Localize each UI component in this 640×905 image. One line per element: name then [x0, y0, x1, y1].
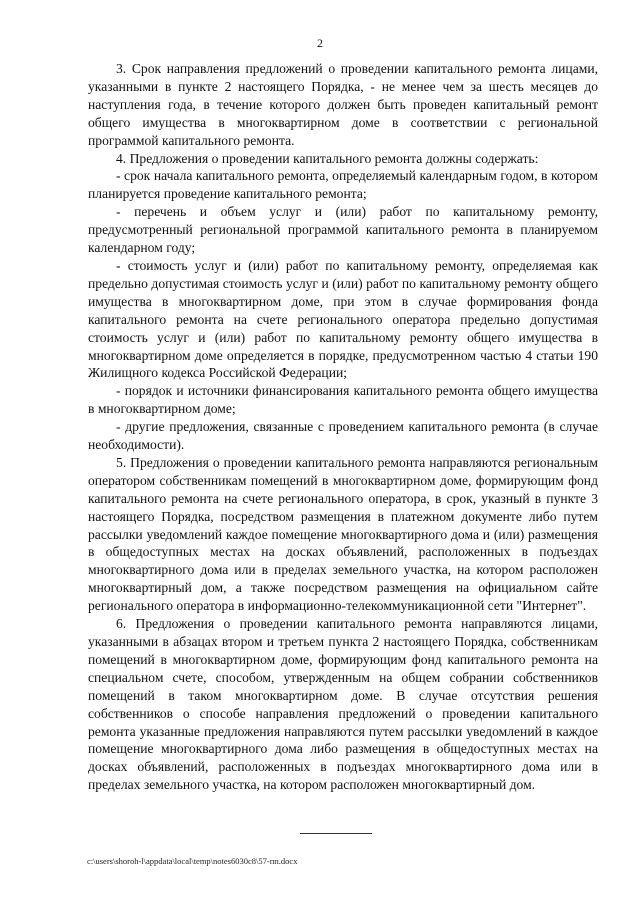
page-number: 2 [317, 36, 323, 50]
paragraph-4-item-scope: - перечень и объем услуг и (или) работ по капитальному ремонту, предусмотренный региональной программой капитального ремонта в планируемом календарном году; [88, 204, 598, 256]
paragraph-4-item-cost: - стоимость услуг и (или) работ по капитальному ремонту, определяемая как предельно допустимая стоимость услуг и (или) работ по капитальному ремонту общего имущества в многоквартирном доме, при этом в случае формирования фонда капитального ремонта на счете регионального оператора предельно допустимая стоимость услуг и (или) работ по капитальному ремонту общего имущества в многоквартирном доме определяется в порядке, предусмотренном частью 4 статьи 190 Жилищного кодекса Российской Федерации; [88, 257, 598, 381]
paragraph-4-item-start-date: - срок начала капитального ремонта, определяемый календарным годом, в котором планируется проведение капитального ремонта; [88, 168, 598, 202]
paragraph-4-item-financing: - порядок и источники финансирования капитального ремонта общего имущества в многоквартирном доме; [88, 383, 598, 417]
file-path-footer: c:\users\shoroh-l\appdata\local\temp\notes6030c8\57-пп.docx [87, 856, 298, 866]
paragraph-5: 5. Предложения о проведении капитального ремонта направляются региональным оператором собственникам помещений в многоквартирном доме, формирующим фонд капитального ремонта на счете регионального оператора, в срок, указный в пункте 3 настоящего Порядка, посредством размещения в платежном документе либо путем рассылки уведомлений каждое помещение многоквартирного дома и (или) размещения в общедоступных местах на досках объявлений, расположенных в подъездах многоквартирного дома или в пределах земельного участка, на котором расположен многоквартирный дом, а также посредством размещения на официальном сайте регионального оператора в информационно-телекоммуникационной сети "Интернет". [88, 454, 598, 614]
paragraph-3: 3. Срок направления предложений о проведении капитального ремонта лицами, указанными в пункте 2 настоящего Порядка, - не менее чем за шесть месяцев до наступления года, в течение которого должен быть проведен капитальный ремонт общего имущества в многоквартирном доме в соответствии с региональной программой капитального ремонта. [88, 61, 598, 148]
paragraph-6: 6. Предложения о проведении капитального ремонта направляются лицами, указанными в абзацах втором и третьем пункта 2 настоящего Порядка, собственникам помещений в многоквартирном доме, формирующим фонд капитального ремонта на специальном счете, способом, утвержденным на общем собрании собственников помещений в таком многоквартирном доме. В случае отсутствия решения собственников о способе направления предложений о проведении капитального ремонта указанные предложения направляются путем рассылки уведомлений в каждое помещение многоквартирного дома либо размещения в общедоступных местах на досках объявлений, расположенных в подъездах многоквартирного дома или в пределах земельного участка, на котором расположен многоквартирный дом. [88, 616, 598, 793]
paragraph-4-item-other: - другие предложения, связанные с проведением капитального ремонта (в случае необходимости). [88, 419, 598, 453]
footnote-divider [300, 833, 372, 834]
paragraph-4: 4. Предложения о проведении капитального ремонта должны содержать: [116, 150, 539, 166]
document-body [88, 60, 598, 794]
